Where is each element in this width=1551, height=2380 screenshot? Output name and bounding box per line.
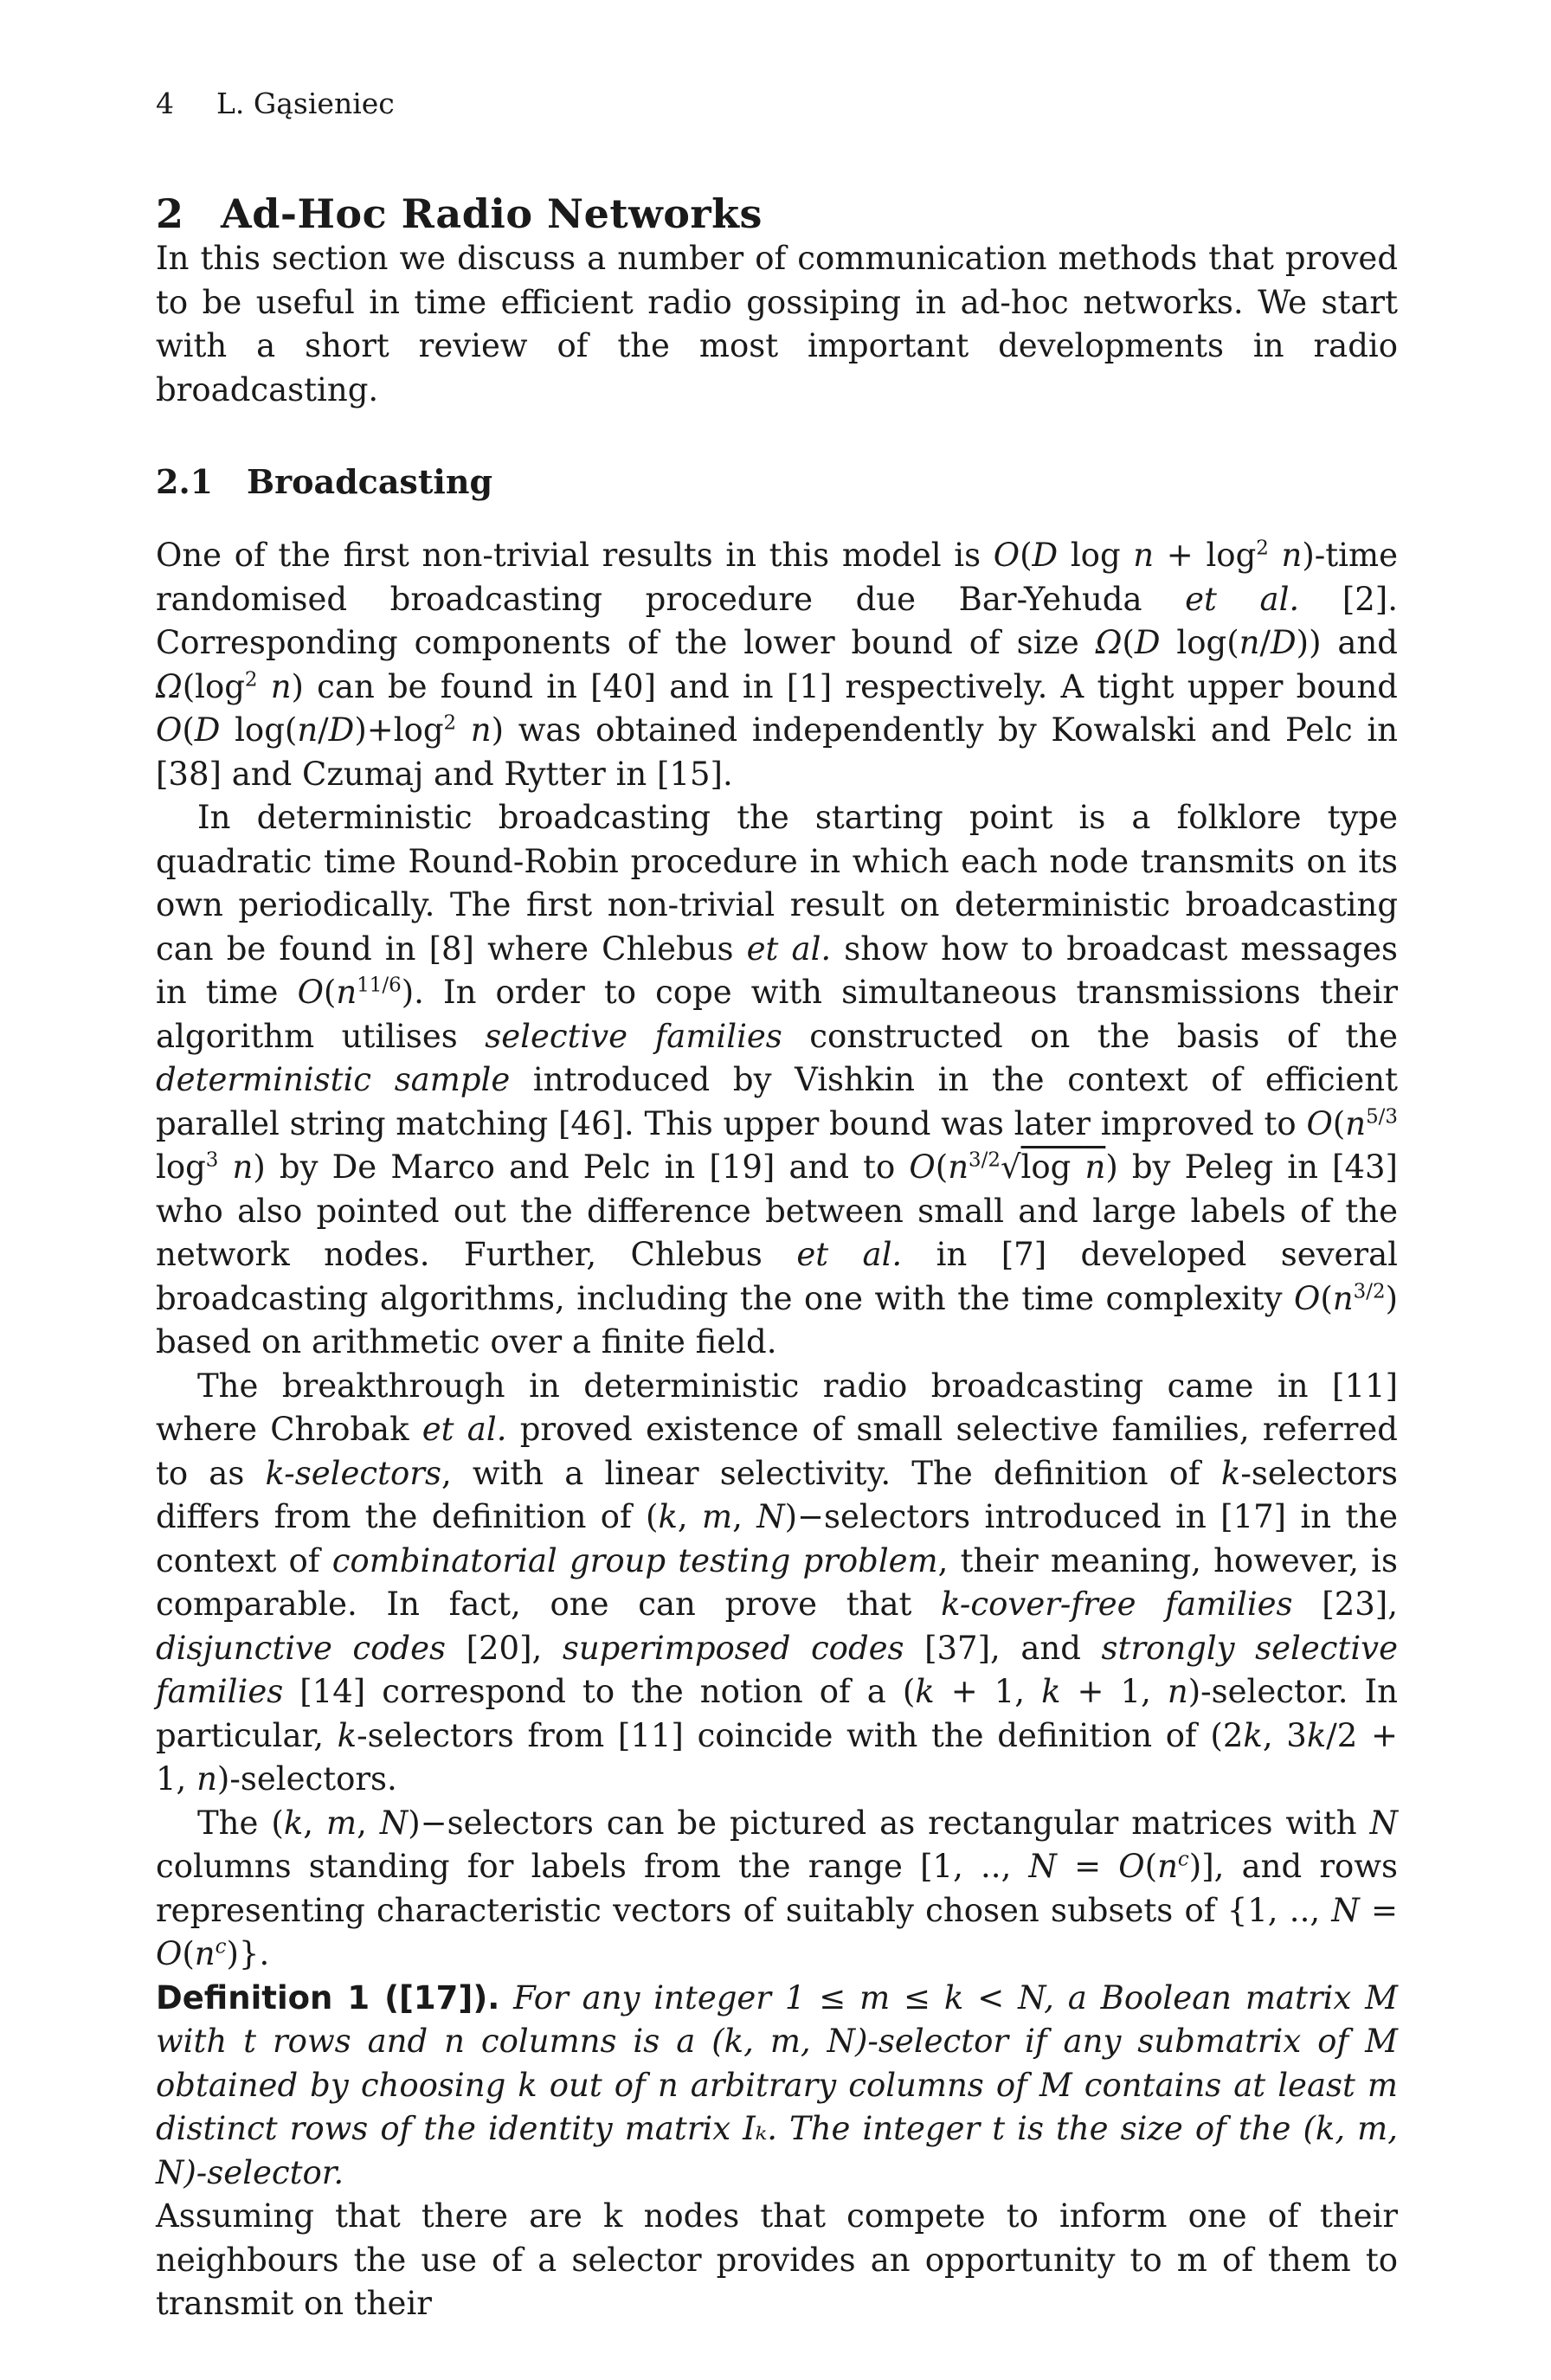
paragraph-broadcasting-1: One of the first non-trivial results in this model is O(D $\log n + \log^2$ n)-time randomised broadcasting procedure due Bar-Yehuda et al. [2]. Corresponding components of the lower bound of size Ω(D log(n/D)) and $\Omega(\log^2$ n) can be found in [40] and in [1] respectively. A tight upper bound O(D $\log(n/D)+\log^2$ n) was obtained independently by Kowalski and Pelc in [38] and Czumaj and Rytter in [15]. bbox=[156, 537, 1398, 793]
paragraph-broadcasting-4: The (k, m, N)−selectors can be pictured as rectangular matrices with N columns standing for labels from the range [1, .., $N = O(n^c)$], and rows representing characteristic vectors of suitably chosen subsets of {1, .., $N = O(n^c)$}. bbox=[156, 1804, 1398, 1972]
paragraph-broadcasting-3: The breakthrough in deterministic radio broadcasting came in [11] where Chrobak et al. proved existence of small selective families, referred to as k-selectors, with a linear selectivity. The definition of k-selectors differs from the definition of (k, m, N)−selectors introduced in [17] in the context of combinatorial group testing problem, their meaning, however, is comparable. In fact, one can prove that k-cover-free families [23], disjunctive codes [20], superimposed codes [37], and strongly selective families [14] correspond to the notion of a (k + 1, k + 1, n)-selector. In particular, k-selectors from [11] coincide with the definition of (2k, 3k/2 + 1, n)-selectors. bbox=[156, 1367, 1398, 1798]
page-number: 4 bbox=[156, 87, 174, 120]
running-head bbox=[156, 87, 1398, 138]
subsection-number: 2.1 bbox=[156, 462, 214, 501]
definition-statement: For any integer 1 ≤ m ≤ k < N, a Boolean matrix M with t rows and n columns is a (k, m, N)-selector if any submatrix of M obtained by choosing k out of n arbitrary columns of M contains at least m distinct rows of the identity matrix Iₖ. The integer t is the size of the (k, m, N)-selector. bbox=[156, 1978, 1398, 2191]
intro-paragraph: In this section we discuss a number of communication methods that proved to be useful in time efficient radio gossiping in ad-hoc networks. We start with a short review of the most important developments in radio broadcasting. bbox=[156, 240, 1398, 408]
definition-label: Definition 1 ([17]). bbox=[156, 1978, 500, 2017]
definition-1 bbox=[156, 1977, 1398, 2196]
section-title: Ad-Hoc Radio Networks bbox=[221, 190, 763, 237]
section-heading bbox=[156, 190, 1398, 237]
final-paragraph: Assuming that there are k nodes that compete to inform one of their neighbours the use of a selector provides an opportunity to m of them to transmit on their bbox=[156, 2197, 1398, 2322]
subsection-heading bbox=[156, 462, 1398, 501]
paper-page bbox=[156, 87, 1398, 2326]
section-number: 2 bbox=[156, 190, 184, 237]
paragraph-broadcasting-2: In deterministic broadcasting the starting point is a folklore type quadratic time Round-Robin procedure in which each node transmits on its own periodically. The first non-trivial result on deterministic broadcasting can be found in [8] where Chlebus et al. show how to broadcast messages in time $O(n^{11/6})$. In order to cope with simultaneous transmissions their algorithm utilises selective families constructed on the basis of the deterministic sample introduced by Vishkin in the context of efficient parallel string matching [46]. This upper bound was later improved to $O(n^{5/3}$ $\log^3 n$) by De Marco and Pelc in [19] and to $O(n^{3/2}√\log$ n) by Peleg in [43] who also pointed out the difference between small and large labels of the network nodes. Further, Chlebus et al. in [7] developed several broadcasting algorithms, including the one with the time complexity $O(n^{3/2})$ based on arithmetic over a finite field. bbox=[156, 799, 1399, 1360]
subsection-title: Broadcasting bbox=[247, 462, 493, 501]
section-body bbox=[156, 237, 1398, 2326]
running-author: L. Gąsieniec bbox=[216, 87, 395, 120]
